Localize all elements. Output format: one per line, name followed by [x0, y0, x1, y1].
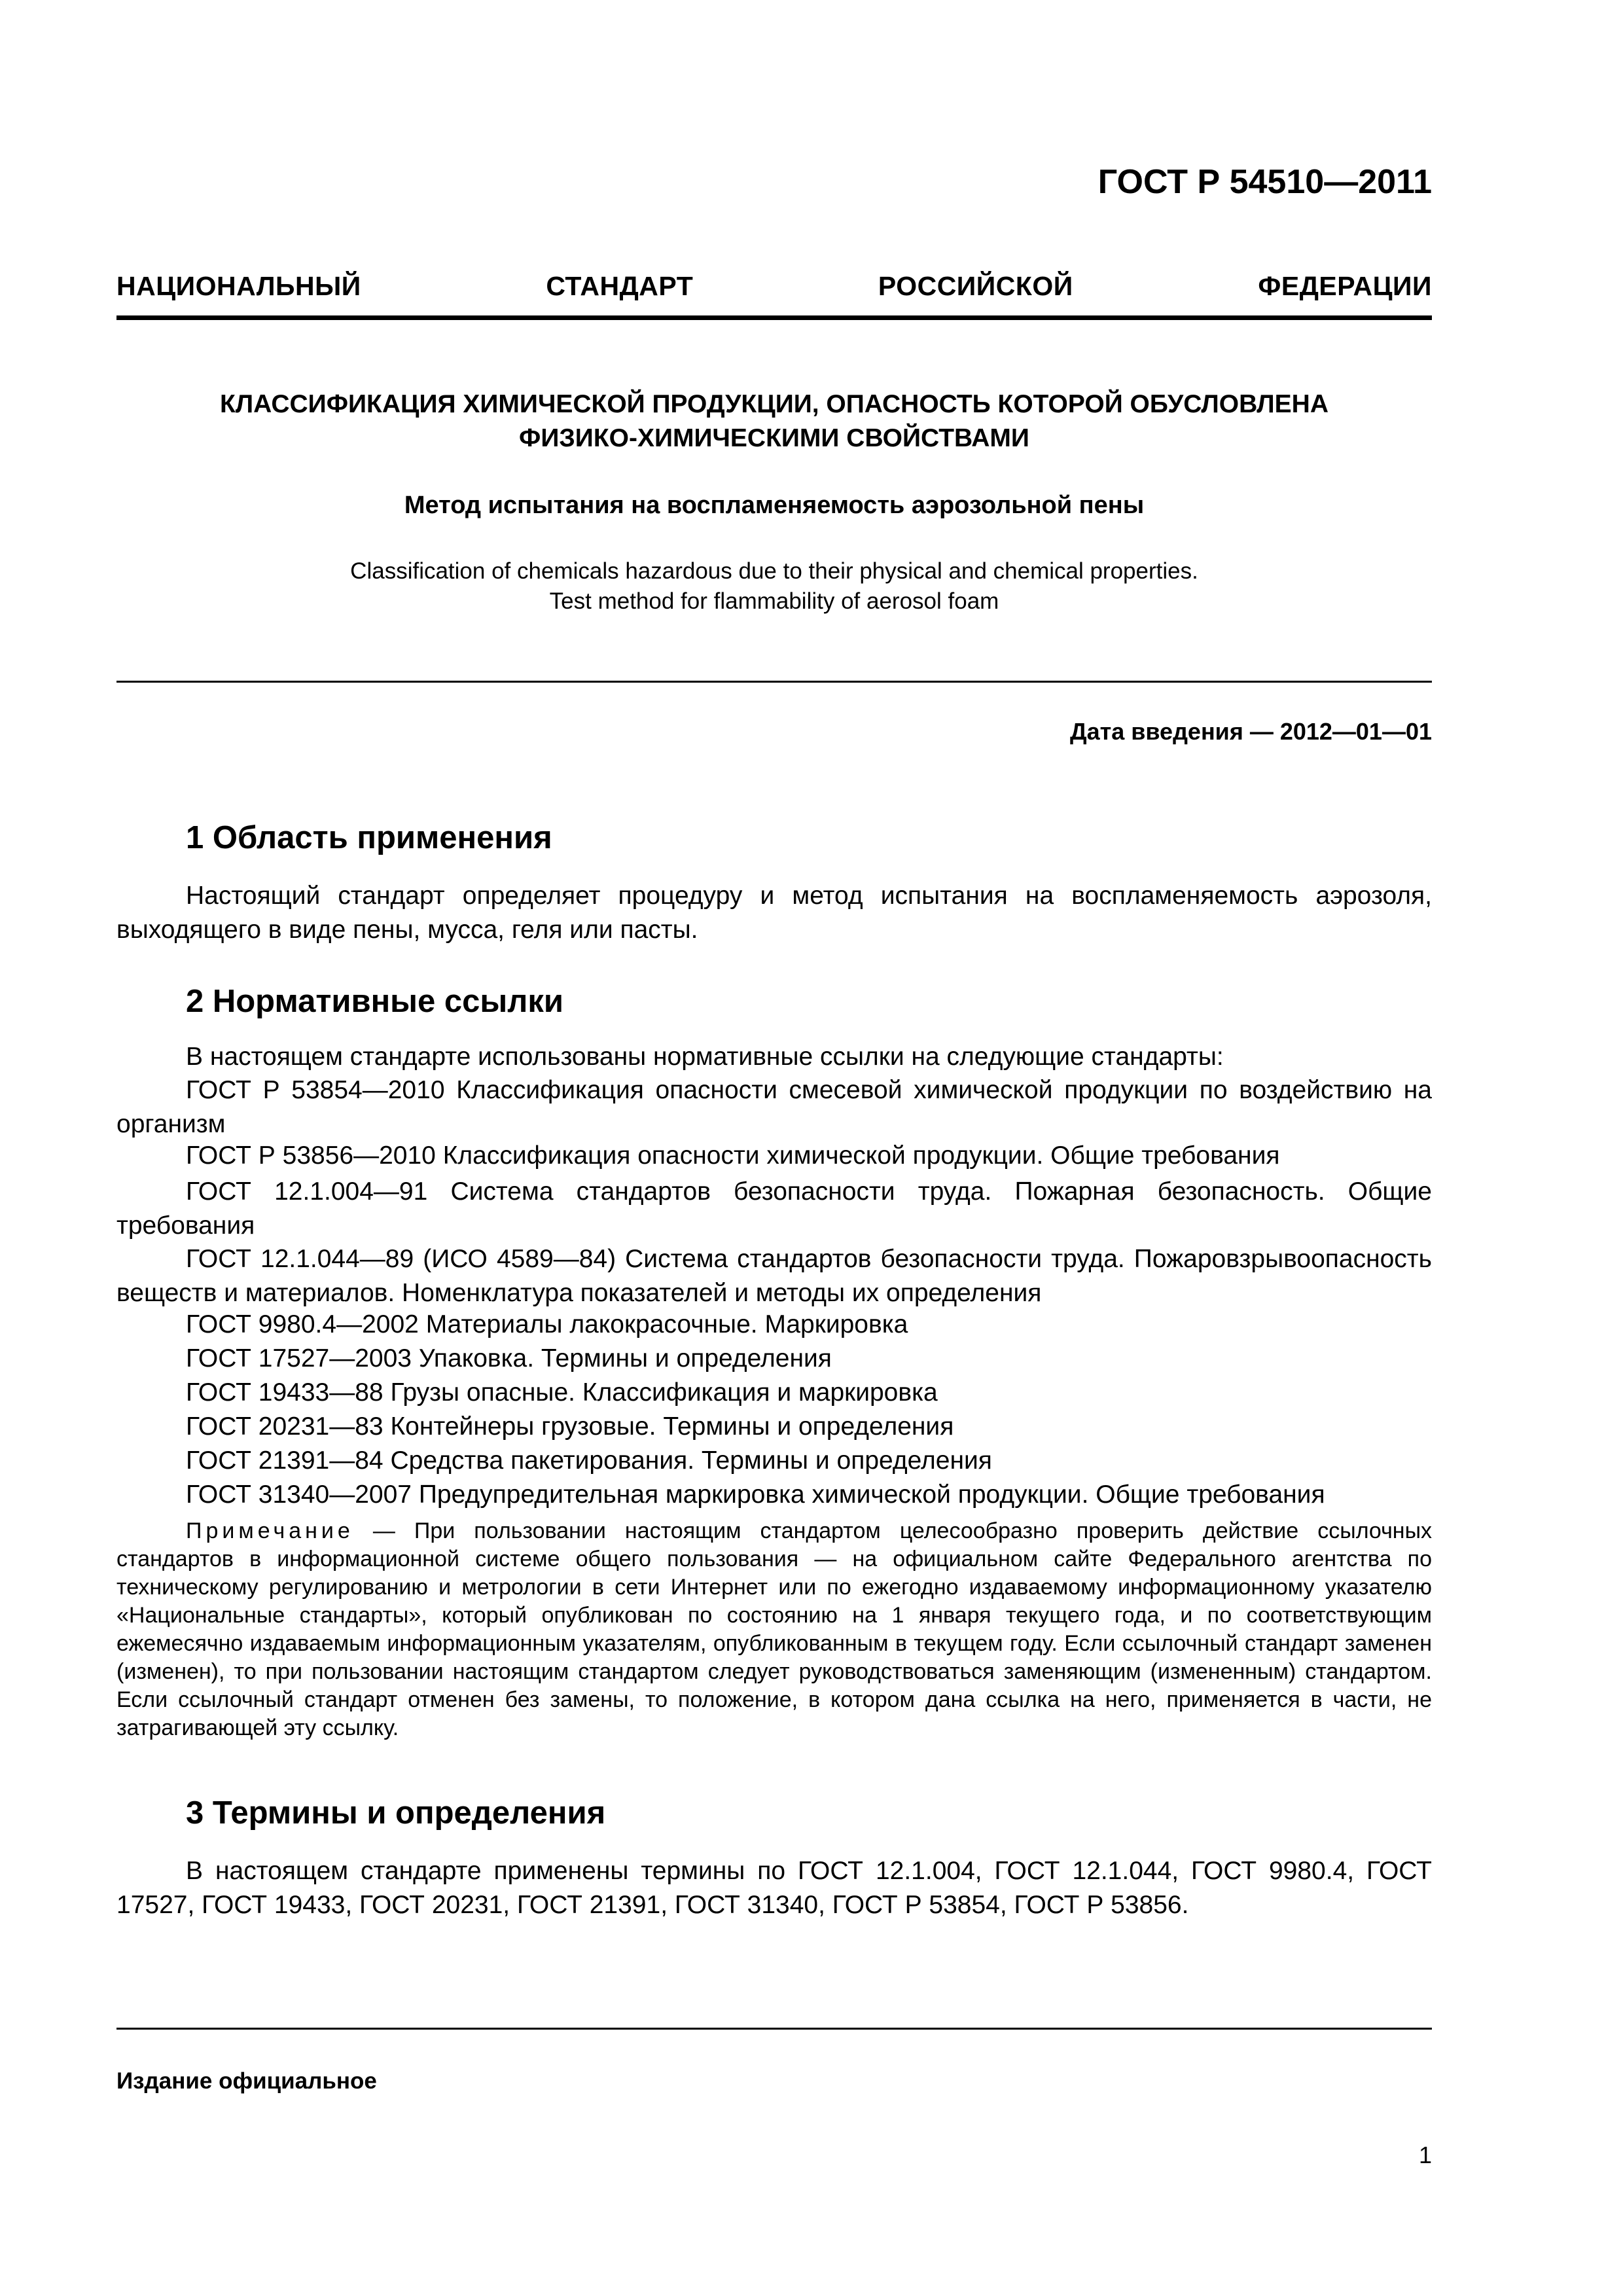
english-title-line-2: Test method for flammability of aerosol foam: [549, 588, 999, 614]
reference-item: ГОСТ 31340—2007 Предупредительная маркировка химической продукции. Общие требования: [186, 1480, 1325, 1509]
reference-item: ГОСТ Р 53856—2010 Классификация опасности химической продукции. Общие требования: [186, 1141, 1280, 1170]
section-1-heading: 1 Область применения: [186, 820, 552, 855]
reference-item: ГОСТ 12.1.004—91 Система стандартов безопасности труда. Пожарная безопасность. Общие требования: [116, 1177, 1432, 1240]
page-number: 1: [1418, 2142, 1432, 2168]
official-edition-label: Издание официальное: [116, 2068, 377, 2094]
reference-item: ГОСТ 20231—83 Контейнеры грузовые. Термины и определения: [186, 1412, 954, 1441]
reference-item: ГОСТ 9980.4—2002 Материалы лакокрасочные. Маркировка: [186, 1310, 908, 1338]
title-line-2: ФИЗИКО-ХИМИЧЕСКИМИ СВОЙСТВАМИ: [519, 424, 1029, 452]
footer-rule: [116, 2028, 1432, 2030]
introduction-date: Дата введения — 2012—01—01: [1069, 718, 1432, 745]
note-label: Примечание: [186, 1518, 354, 1543]
title-rule: [116, 681, 1432, 683]
note-text: — При пользовании настоящим стандартом целесообразно проверить действие ссылочных стандартов в информационной системе общего пользования — на официальном сайте Федерального агентства по техническому регулированию и метрологии в сети Интернет или по ежегодно издаваемому информационному указателю «Национальные стандарты», который опубликован по состоянию на 1 января текущего года, и по соответствующим ежемесячно издаваемым информационным указателям, опубликованным в текущем году. Если ссылочный стандарт заменен (изменен), то при пользовании настоящим стандартом следует руководствоваться заменяющим (измененным) стандартом. Если ссылочный стандарт отменен без замены, то положение, в котором дана ссылка на него, применяется в части, не затрагивающей эту ссылку.: [116, 1518, 1433, 1740]
national-standard-banner: НАЦИОНАЛЬНЫЙ СТАНДАРТ РОССИЙСКОЙ ФЕДЕРАЦИИ: [116, 271, 1432, 301]
english-title: [116, 556, 1432, 617]
section-1-text: Настоящий стандарт определяет процедуру и метод испытания на воспламеняемость аэрозоля, выходящего в виде пены, мусса, геля или пасты.: [116, 882, 1432, 944]
reference-item: ГОСТ 21391—84 Средства пакетирования. Термины и определения: [186, 1446, 992, 1475]
reference-item: ГОСТ 17527—2003 Упаковка. Термины и определения: [186, 1344, 832, 1372]
title-line-1: КЛАССИФИКАЦИЯ ХИМИЧЕСКОЙ ПРОДУКЦИИ, ОПАСНОСТЬ КОТОРОЙ ОБУСЛОВЛЕНА: [219, 390, 1329, 418]
header-rule: [116, 315, 1432, 320]
reference-item: ГОСТ 19433—88 Грузы опасные. Классификация и маркировка: [186, 1378, 938, 1407]
reference-note: [116, 1517, 1432, 1742]
section-2-heading: 2 Нормативные ссылки: [186, 984, 563, 1019]
section-2-intro: В настоящем стандарте использованы нормативные ссылки на следующие стандарты:: [186, 1043, 1224, 1071]
reference-item: ГОСТ 12.1.044—89 (ИСО 4589—84) Система стандартов безопасности труда. Пожаровзрывоопасность веществ и материалов. Номенклатура показателей и методы их определения: [116, 1245, 1432, 1307]
section-3-text: В настоящем стандарте применены термины по ГОСТ 12.1.004, ГОСТ 12.1.044, ГОСТ 9980.4, ГОСТ 17527, ГОСТ 19433, ГОСТ 20231, ГОСТ 21391, ГОСТ 31340, ГОСТ Р 53854, ГОСТ Р 53856.: [116, 1857, 1432, 1919]
reference-item: ГОСТ Р 53854—2010 Классификация опасности смесевой химической продукции по воздействию на организм: [116, 1076, 1432, 1138]
english-title-line-1: Classification of chemicals hazardous due to their physical and chemical properties.: [350, 558, 1198, 584]
document-title: [116, 387, 1432, 456]
document-subtitle: Метод испытания на воспламеняемость аэрозольной пены: [404, 492, 1145, 519]
gost-number: ГОСТ Р 54510—2011: [1097, 163, 1432, 201]
section-3-heading: 3 Термины и определения: [186, 1795, 606, 1831]
